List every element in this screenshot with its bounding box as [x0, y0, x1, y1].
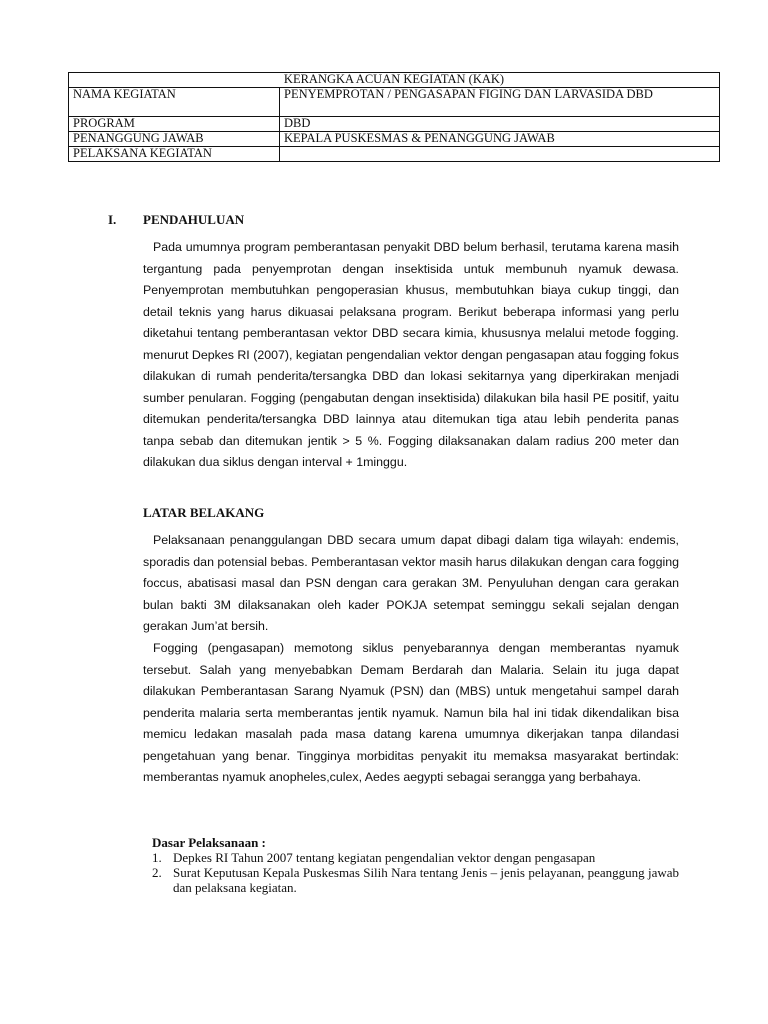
paragraph-text: Pada umumnya program pemberantasan penyakit DBD belum berhasil, terutama karena masih tergantung pada penyemprotan dengan insektisida untuk membunuh nyamuk dewasa. Penyemprotan membutuhkan pengoperasian khusus, membutuhkan biaya cukup tinggi, dan detail teknis yang harus dikuasai pelaksana program. Berikut beberapa informasi yang perlu diketahui tentang pemberantasan vektor DBD secara kimia, khususnya melalui metode fogging. menurut Depkes RI (2007), kegiatan pengendalian vektor dengan pengasapan atau fogging fokus dilakukan di rumah penderita/tersangka DBD dan lokasi sekitarnya yang diperkirakan menjadi sumber penularan. Fogging (pengabutan dengan insektisida) dilakukan bila hasil PE positif, yaitu ditemukan penderita/tersangka DBD lainnya atau ditemukan tiga atau lebih penderita panas tanpa sebab dan ditemukan jentik > 5 %. Fogging dilaksanakan dalam radius 200 meter dan dilakukan dua siklus dengan interval + 1minggu.	[143, 240, 679, 469]
list-item	[152, 865, 679, 895]
row-value-program: DBD	[280, 117, 720, 132]
paragraph-pendahuluan	[143, 237, 679, 474]
list-item-number: 1.	[152, 850, 162, 865]
row-label-pelaksana-kegiatan: PELAKSANA KEGIATAN	[69, 147, 280, 162]
section-title-latar-belakang: LATAR BELAKANG	[143, 505, 265, 520]
list-item	[152, 850, 679, 865]
table-row	[69, 147, 720, 162]
row-value-nama-kegiatan: PENYEMPROTAN / PENGASAPAN FIGING DAN LARVASIDA DBD	[280, 88, 720, 117]
row-label-penanggung-jawab: PENANGGUNG JAWAB	[69, 132, 280, 147]
table-row	[69, 132, 720, 147]
table-title-row	[69, 73, 720, 88]
section-number: I.	[108, 212, 117, 227]
list-item-number: 2.	[152, 865, 162, 880]
list-item-text: Surat Keputusan Kepala Puskesmas Silih Nara tentang Jenis – jenis pelayanan, peanggung jawab dan pelaksana kegiatan.	[173, 865, 679, 895]
section-title-pendahuluan: PENDAHULUAN	[143, 212, 245, 227]
dasar-pelaksanaan	[152, 835, 679, 895]
paragraph-text: Pelaksanaan penanggulangan DBD secara umum dapat dibagi dalam tiga wilayah: endemis, sporadis dan potensial bebas. Pemberantasan vektor masih harus dilakukan dengan cara fogging foccus, abatisasi masal dan PSN dengan cara gerakan 3M. Penyuluhan dengan cara gerakan bulan bakti 3M dilaksanakan oleh kader POKJA setempat seminggu sekali sejalan dengan gerakan Jum’at bersih.	[143, 533, 679, 633]
list-item-text: Depkes RI Tahun 2007 tentang kegiatan pengendalian vektor dengan pengasapan	[173, 850, 596, 865]
table-title: KERANGKA ACUAN KEGIATAN (KAK)	[69, 73, 720, 88]
paragraph-latar-belakang-1	[143, 530, 679, 638]
dasar-title: Dasar Pelaksanaan :	[152, 835, 266, 850]
dasar-list	[152, 850, 679, 895]
row-value-penanggung-jawab: KEPALA PUSKESMAS & PENANGGUNG JAWAB	[280, 132, 720, 147]
row-label-program: PROGRAM	[69, 117, 280, 132]
kak-header-table	[68, 72, 720, 162]
paragraph-text: Fogging (pengasapan) memotong siklus penyebarannya dengan memberantas nyamuk tersebut. Salah yang menyebabkan Demam Berdarah dan Malaria. Selain itu juga dapat dilakukan Pemberantasan Sarang Nyamuk (PSN) dan (MBS) untuk mengetahui sampel darah penderita malaria serta memberantas jentik nyamuk. Namun bila hal ini tidak dikendalikan bisa memicu ledakan masalah pada masa datang karena umumnya dikerjakan tanpa dilandasi pengetahuan yang benar. Tingginya morbiditas penyakit itu memaksa masyarakat bertindak: memberantas nyamuk anopheles,culex, Aedes aegypti sebagai serangga yang berbahaya.	[143, 641, 679, 784]
row-value-pelaksana-kegiatan	[280, 147, 720, 162]
row-label-nama-kegiatan: NAMA KEGIATAN	[69, 88, 280, 117]
paragraph-latar-belakang-2	[143, 638, 679, 789]
table-row	[69, 88, 720, 117]
table-row	[69, 117, 720, 132]
